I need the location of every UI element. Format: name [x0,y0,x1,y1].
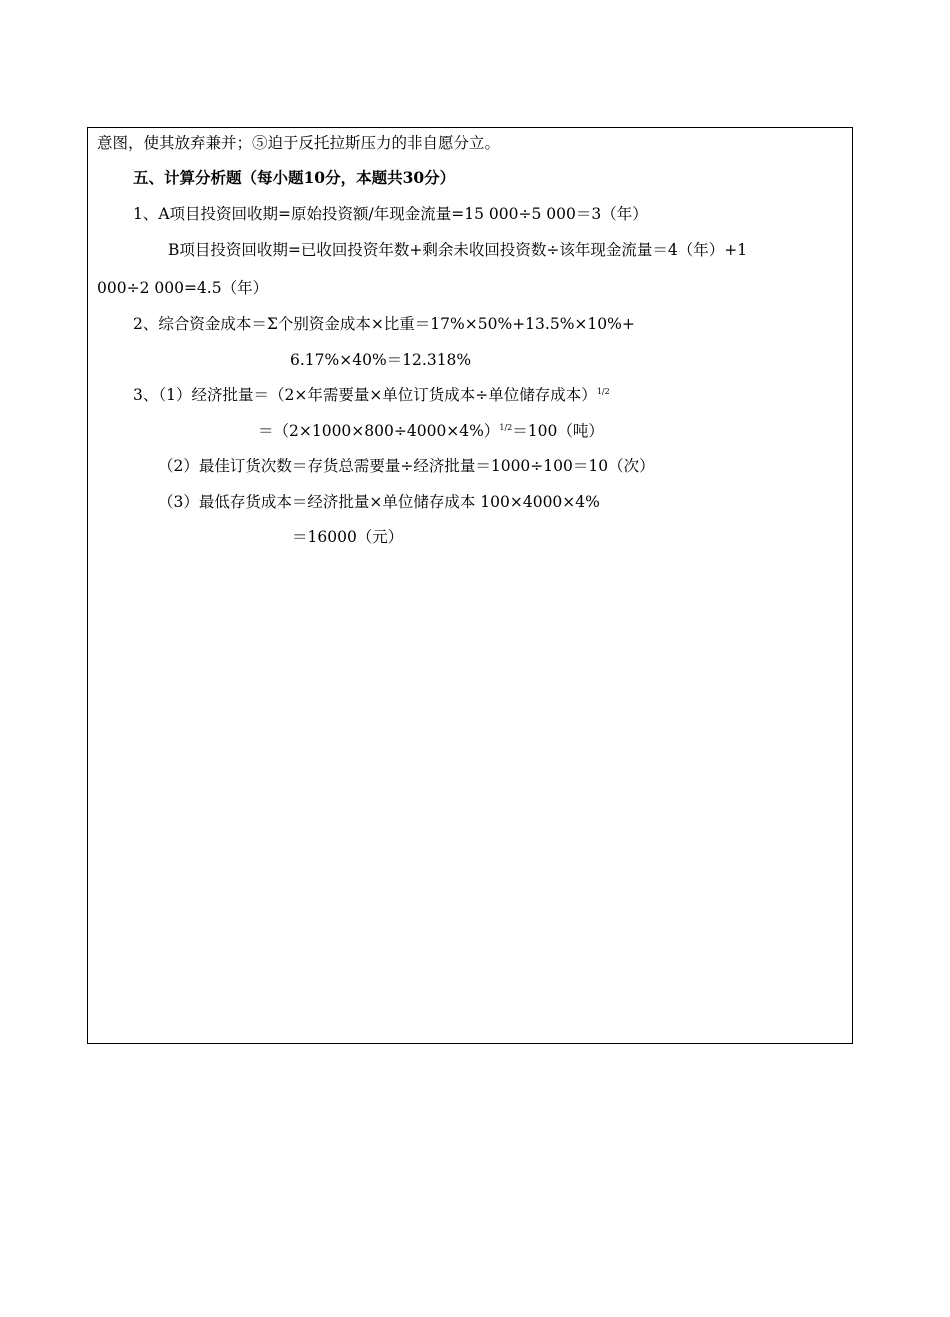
text-continuation: 意图，使其放弃兼并；⑤迫于反托拉斯压力的非自愿分立。 [97,134,501,152]
answer-box [87,127,853,1044]
q3-part3-result: ＝16000（元） [292,528,404,546]
q1-project-a: 1、A项目投资回收期=原始投资额/年现金流量=15 000÷5 000＝3（年） [133,205,648,223]
q1-project-b-continuation: 000÷2 000=4.5（年） [97,279,269,297]
q1-project-b: B项目投资回收期=已收回投资年数+剩余未收回投资数÷该年现金流量＝4（年）+1 [168,241,748,259]
q3-part1-calc-exponent: 1/2 [499,423,513,432]
q3-part1-calc-end: ＝100（吨） [512,422,604,440]
q2-line-1: 2、综合资金成本＝Σ个别资金成本×比重＝17%×50%+13.5%×10%+ [133,315,635,333]
q2-line-2: 6.17%×40%＝12.318% [290,351,472,369]
q3-part1-calc-start: ＝（2×1000×800÷4000×4%） [258,422,500,440]
q3-part1-formula-text: 3、（1）经济批量＝（2×年需要量×单位订货成本÷单位储存成本） [133,386,597,404]
q3-part3-formula: （3）最低存货成本＝经济批量×单位储存成本 100×4000×4% [158,493,600,511]
q3-part1-formula [133,385,610,405]
q3-part1-exponent: 1/2 [596,387,610,396]
section-title: 五、计算分析题（每小题10分，本题共30分） [133,168,456,187]
q3-part1-calculation [258,421,604,441]
q3-part2: （2）最佳订货次数＝存货总需要量÷经济批量＝1000÷100＝10（次） [158,457,655,475]
